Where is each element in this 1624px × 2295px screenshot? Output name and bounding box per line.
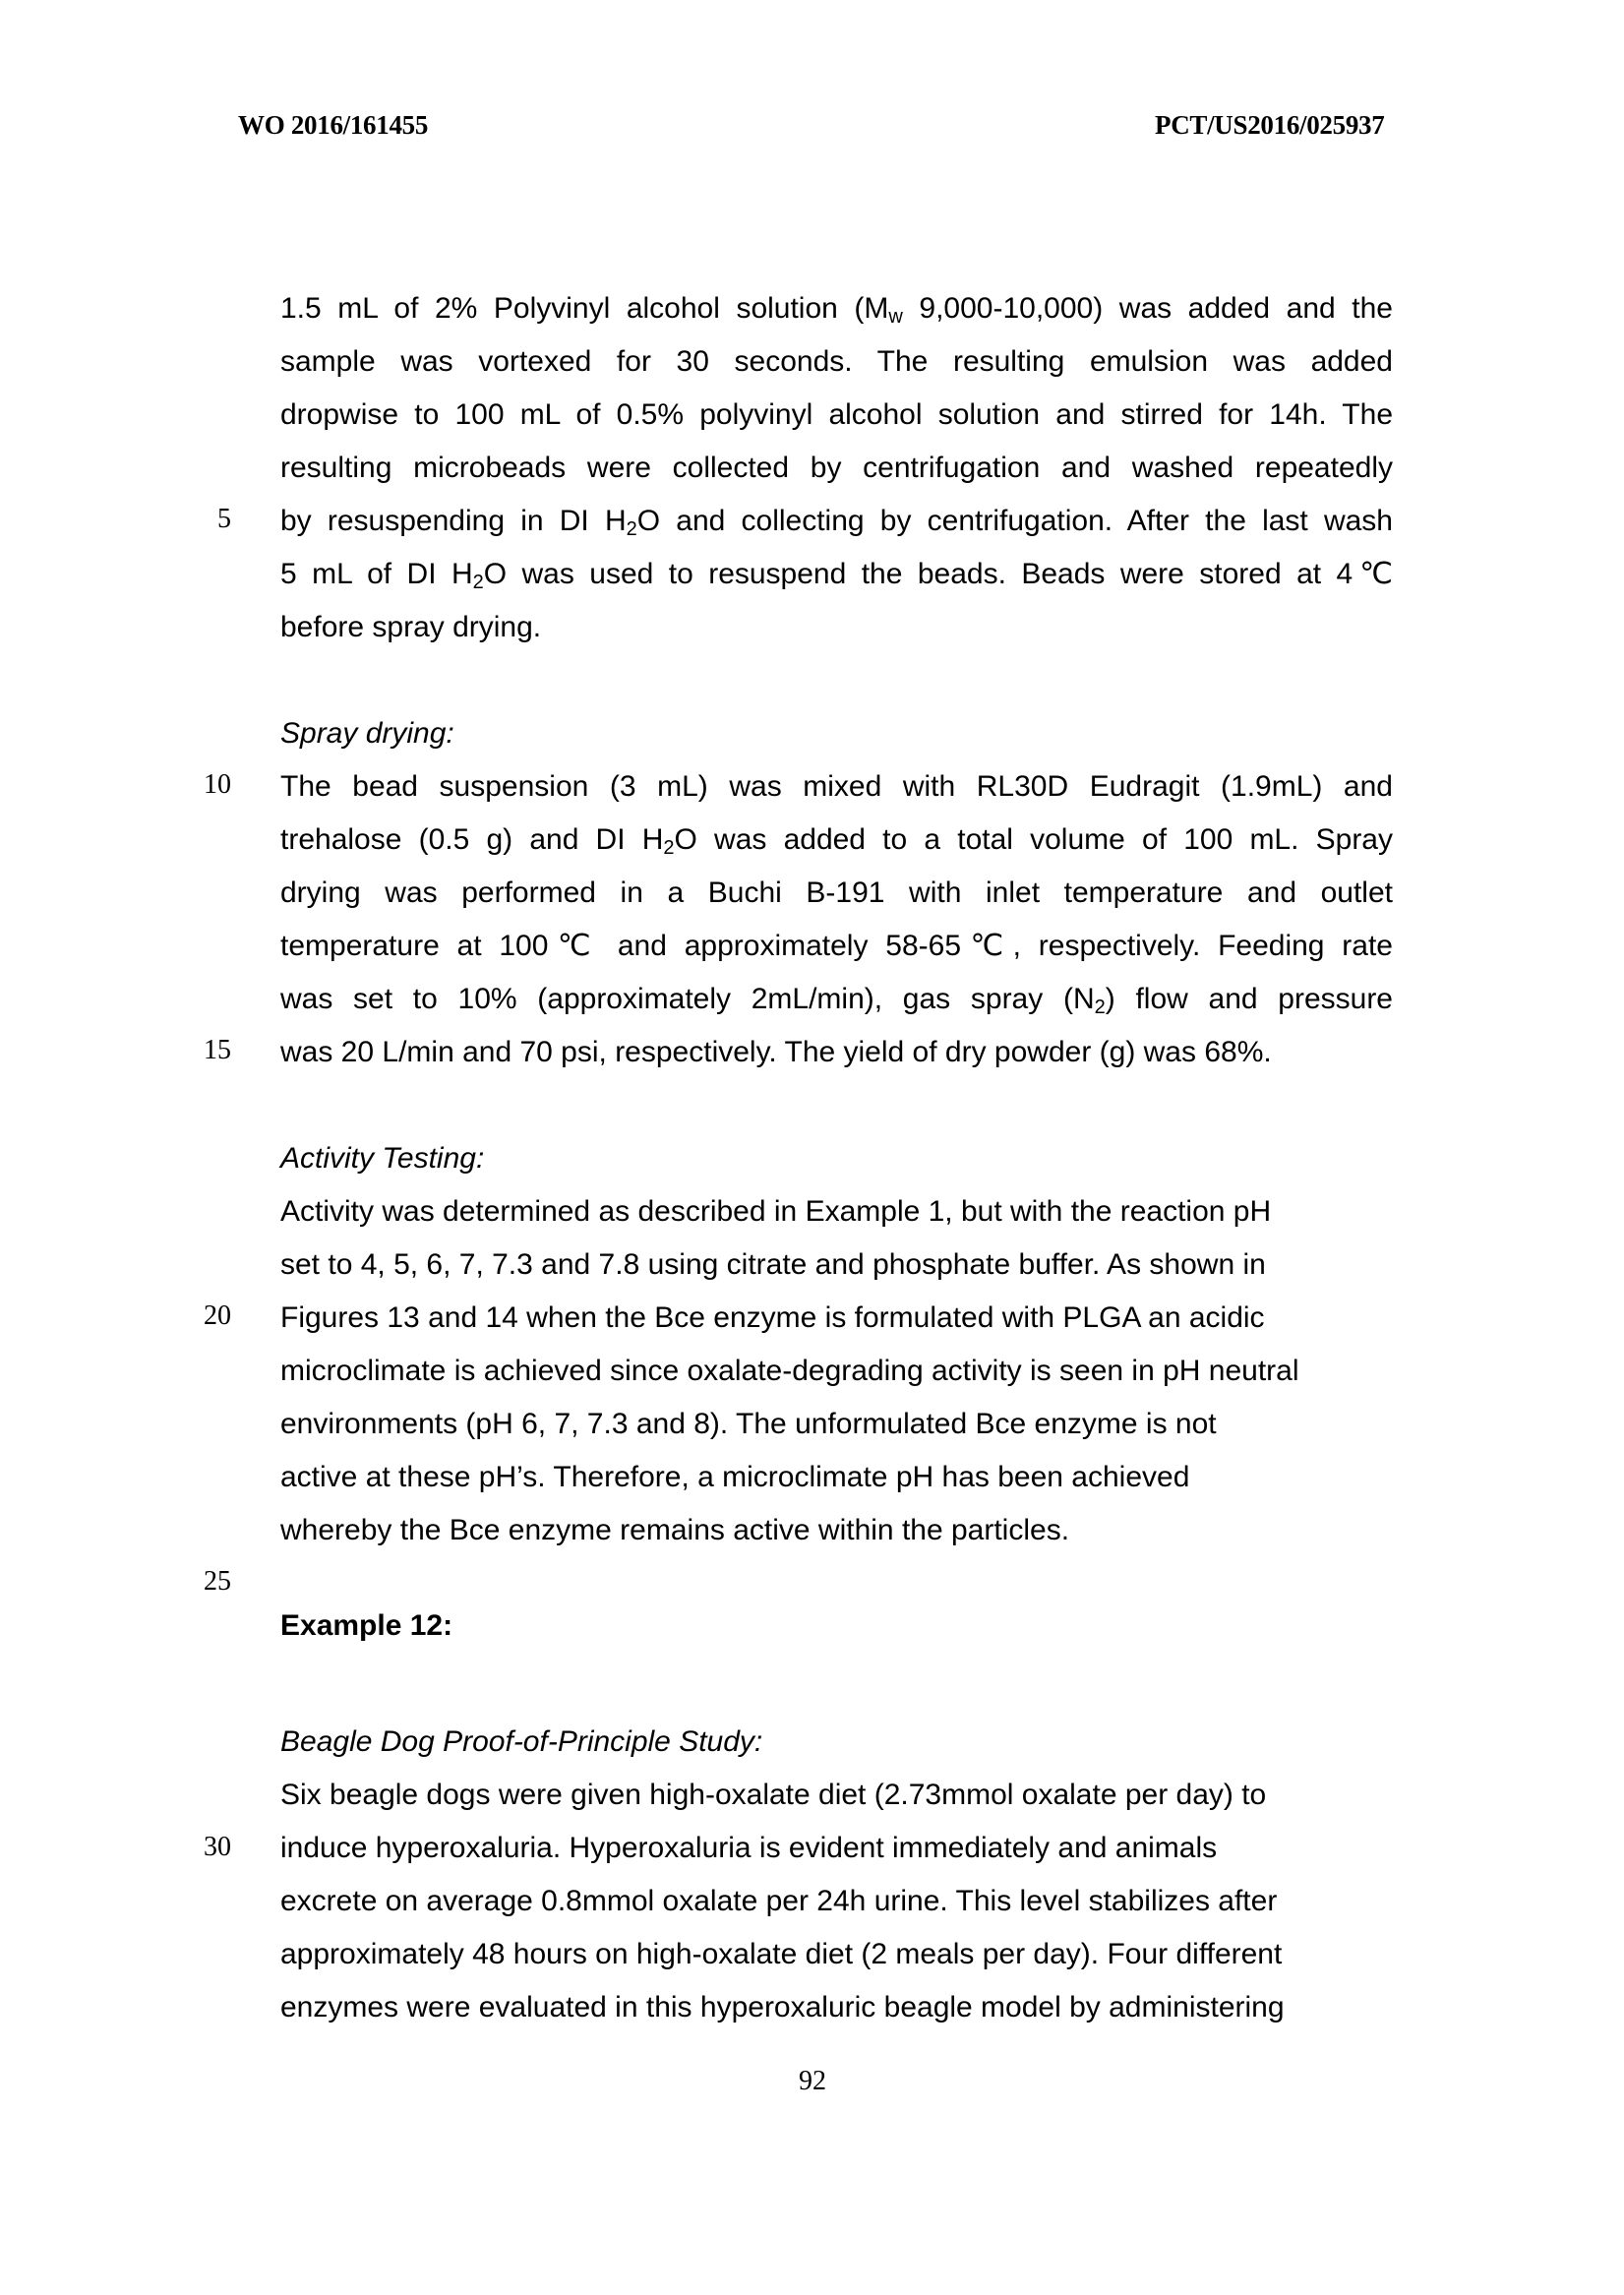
line-number: 10 <box>204 769 231 800</box>
paragraph-line: approximately 48 hours on high-oxalate diet (2 meals per day). Four different <box>280 1938 1283 1970</box>
section-heading: Beagle Dog Proof-of-Principle Study: <box>280 1725 763 1758</box>
section-heading: Activity Testing: <box>280 1142 485 1175</box>
example-heading: Example 12: <box>280 1609 453 1642</box>
paragraph-line: induce hyperoxaluria. Hyperoxaluria is evident immediately and animals <box>280 1832 1218 1864</box>
paragraph-line: sample was vortexed for 30 seconds. The resulting emulsion was added <box>280 345 1393 378</box>
paragraph-line: resulting microbeads were collected by centrifugation and washed repeatedly <box>280 452 1393 484</box>
line-number: 15 <box>204 1035 231 1065</box>
publication-number: WO 2016/161455 <box>238 110 429 140</box>
subscript: w <box>888 306 903 328</box>
subscript: 2 <box>1094 997 1106 1018</box>
paragraph-line: 5 mL of DI $H_2O$ was used to resuspend the beads. Beads were stored at 4℃ <box>280 558 1393 593</box>
line-number: 5 <box>217 504 231 534</box>
paragraph-line: environments (pH 6, 7, 7.3 and 8). The unformulated Bce enzyme is not <box>280 1408 1217 1440</box>
paragraph-line: whereby the Bce enzyme remains active within the particles. <box>280 1514 1070 1546</box>
paragraph-line: active at these pH’s. Therefore, a microclimate pH has been achieved <box>280 1461 1190 1493</box>
paragraph-line: by resuspending in DI $H_2O$ and collecting by centrifugation. After the last wash <box>280 505 1393 540</box>
subscript: 2 <box>472 572 484 593</box>
line-number: 25 <box>204 1566 231 1597</box>
paragraph-line: microclimate is achieved since oxalate-degrading activity is seen in pH neutral <box>280 1355 1299 1387</box>
subscript: 2 <box>626 518 637 540</box>
paragraph-line: Activity was determined as described in Example 1, but with the reaction pH <box>280 1195 1272 1228</box>
application-number: PCT/US2016/025937 <box>1155 110 1385 140</box>
paragraph-line: trehalose (0.5 g) and DI $H_2O$ was added to a total volume of 100 mL. Spray <box>280 823 1393 859</box>
paragraph-line: dropwise to 100 mL of 0.5% polyvinyl alcohol solution and stirred for 14h. The <box>280 398 1393 431</box>
subscript: 2 <box>663 837 675 859</box>
paragraph-line: Figures 13 and 14 when the Bce enzyme is formulated with PLGA an acidic <box>280 1301 1265 1334</box>
paragraph-line: was 20 L/min and 70 psi, respectively. The yield of dry powder (g) was 68%. <box>280 1036 1272 1068</box>
paragraph-line: set to 4, 5, 6, 7, 7.3 and 7.8 using citrate and phosphate buffer. As shown in <box>280 1248 1266 1281</box>
paragraph-line: drying was performed in a Buchi B-191 with inlet temperature and outlet <box>280 876 1393 909</box>
paragraph-line: temperature at 100℃ and approximately 58-65℃, respectively. Feeding rate <box>280 930 1393 962</box>
line-number: 30 <box>204 1832 231 1862</box>
line-number: 20 <box>204 1300 231 1331</box>
section-heading: Spray drying: <box>280 717 454 750</box>
paragraph-line: Six beagle dogs were given high-oxalate diet (2.73mmol oxalate per day) to <box>280 1779 1267 1811</box>
paragraph-line: enzymes were evaluated in this hyperoxaluric beagle model by administering <box>280 1991 1285 2023</box>
paragraph-line: The bead suspension (3 mL) was mixed with RL30D Eudragit (1.9mL) and <box>280 770 1393 803</box>
paragraph-line: excrete on average 0.8mmol oxalate per 24h urine. This level stabilizes after <box>280 1885 1278 1917</box>
page-number: 92 <box>799 2066 826 2096</box>
paragraph-line: 1.5 mL of 2% Polyvinyl alcohol solution ($M_w$ 9,000-10,000) was added and the <box>280 292 1393 328</box>
paragraph-line: was set to 10% (approximately 2mL/min), gas spray $(N_2)$ flow and pressure <box>280 983 1393 1018</box>
paragraph-line: before spray drying. <box>280 611 542 643</box>
